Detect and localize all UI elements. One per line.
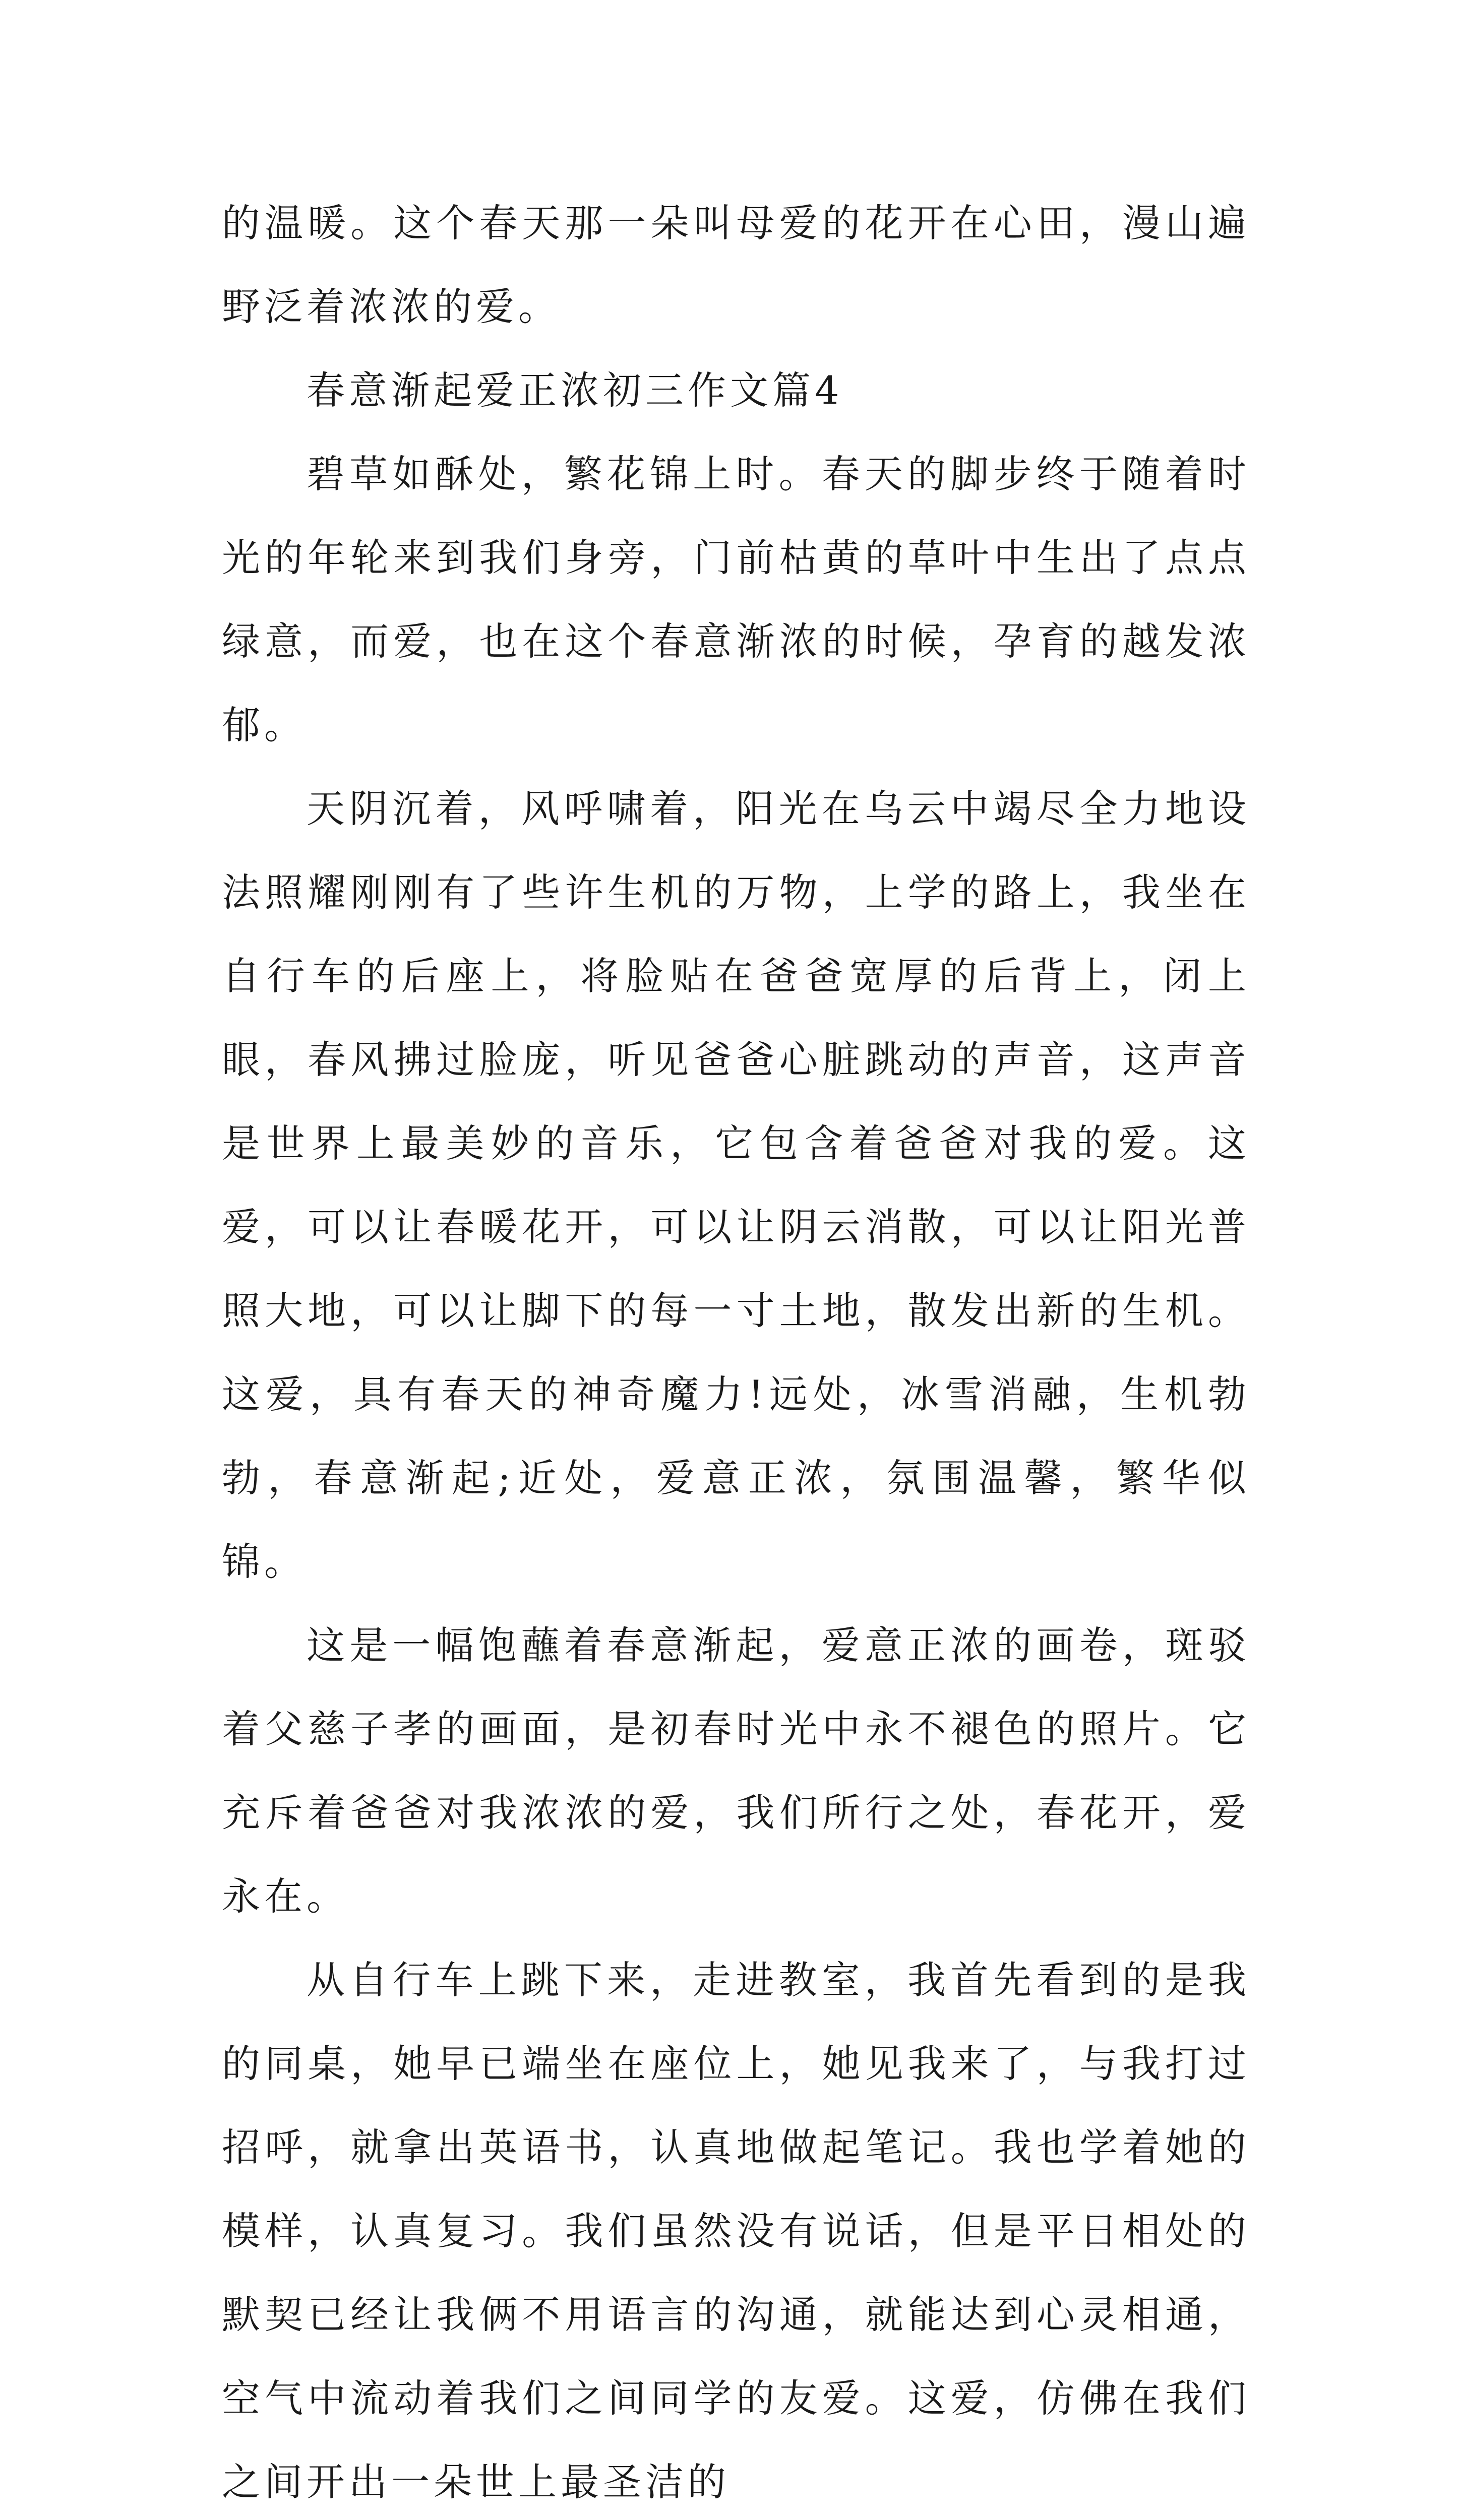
continuation-paragraph: 的温暖。这个春天那一朵叫母爱的花开在心田，漫山遍野泛着浓浓的爱。 [222, 201, 1250, 329]
body-paragraph: 碧草如酥处，繁花锦上时。春天的脚步终于随着时光的年轮来到我们身旁，门前枯黄的草叶中生出了点点绿意，而爱，也在这个春意渐浓的时候，孕育的越发浓郁。 [222, 452, 1250, 747]
body-paragraph: 这是一幅饱蘸着春意渐起，爱意正浓的画卷，斑驳着父慈子孝的画面，是初春时光中永不褪色的照片。它充斥着爸爸对我浓浓的爱，我们所行之处，春花开，爱永在。 [222, 1623, 1250, 1919]
article-body [222, 181, 1250, 2520]
body-paragraph: 天阴沉着，风呼啸着，阳光在乌云中竭尽全力地设法照耀刚刚有了些许生机的万物，上学的路上，我坐在自行车的后座上，将脸贴在爸爸宽厚的后背上，闭上眼，春风拂过脸庞，听见爸爸心脏跳动的声音，这声音是世界上最美妙的音乐，它包含着爸爸对我的爱。这爱，可以让春暖花开，可以让阴云消散，可以让阳光普照大地，可以让脚下的每一寸土地，散发出新的生机。这爱，具有春天的神奇魔力!远处，冰雪消融，生机勃勃，春意渐起;近处，爱意正浓，氛围温馨，繁华似锦。 [222, 786, 1250, 1584]
body-paragraph: 从自行车上跳下来，走进教室，我首先看到的是我的同桌，她早已端坐在座位上，她见我来了，与我打过招呼，就拿出英语书，认真地做起笔记。我也学着她的模样，认真复习。我们虽然没有说话，但是平日相处的默契已经让我俩不用语言的沟通，就能达到心灵相通，空气中流动着我们之间同学的友爱。这爱，仿佛在我们之间开出一朵世上最圣洁的 [222, 1958, 1250, 2504]
section-heading: 春意渐起爱正浓初三作文篇4 [307, 368, 843, 413]
